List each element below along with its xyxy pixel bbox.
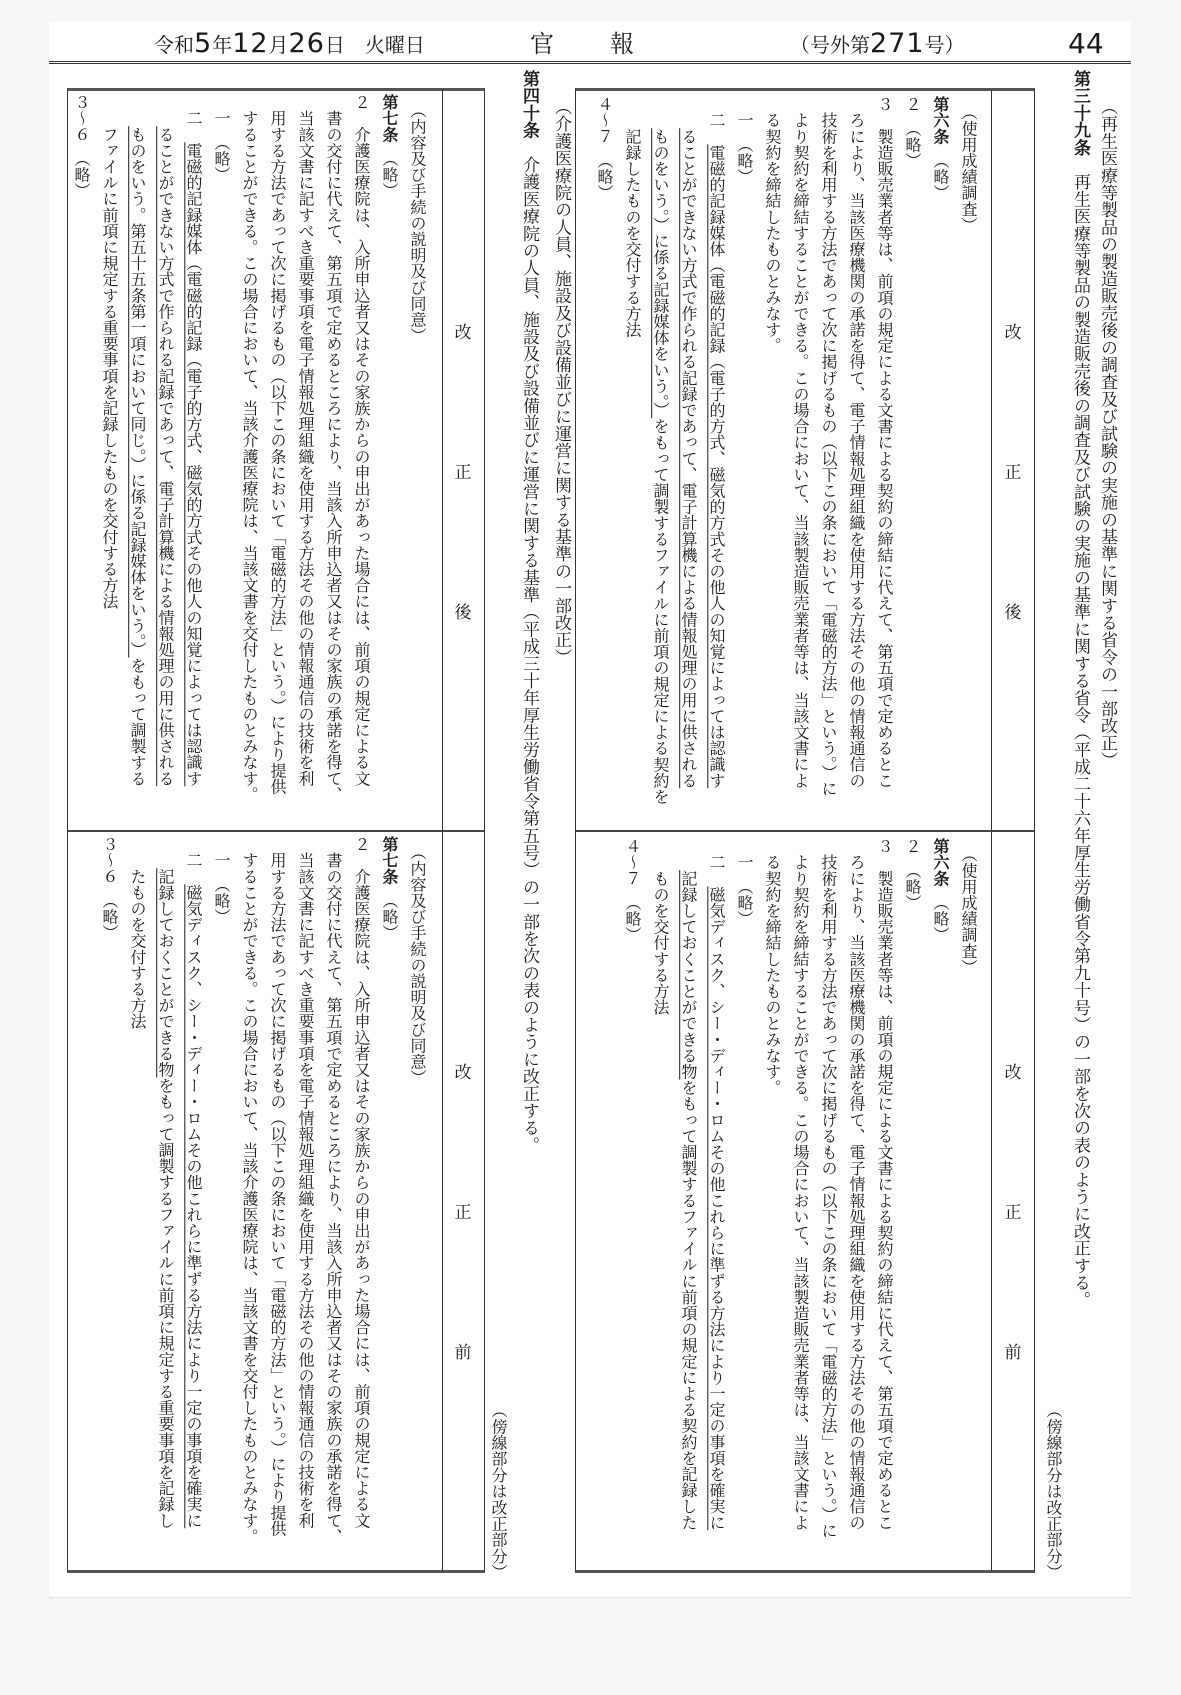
text-segment: 一 （略） xyxy=(735,838,754,927)
text-segment: することができる。この場合において、当該介護医療院は、当該文書を交付したものとみなす。 xyxy=(240,94,259,803)
column-label-char: 正 xyxy=(1004,463,1022,483)
text-segment: 一 （略） xyxy=(212,836,231,925)
text-segment: をもって調製するファイルに前項に規定する重要事項を記録し xyxy=(156,1077,175,1529)
text-segment xyxy=(156,836,175,868)
text-segment: 二 xyxy=(184,94,203,143)
text-line xyxy=(95,836,123,1570)
text-segment: ２ （略） xyxy=(903,96,922,169)
text-segment: ろにより、当該医療機関の承諾を得て、電子情報処理組織を使用する方法その他の情報通信の xyxy=(847,96,866,789)
text-segment: ファイルに前項に規定する重要事項を記録したものを交付する方法 xyxy=(100,94,119,610)
column-label-char: 後 xyxy=(1004,603,1022,623)
text-line xyxy=(898,96,926,828)
text-line xyxy=(702,838,730,1570)
article-number: 第七条 xyxy=(380,94,399,143)
text-segment: 二 xyxy=(707,838,726,887)
text-line xyxy=(235,94,263,828)
text-segment: することができる。この場合において、当該介護医療院は、当該文書を交付したものとみなす。 xyxy=(240,836,259,1545)
amended-underline-text: 磁気ディスク、シー・ディー・ロムその他これらに準ずる方法により一定の事項を確実に xyxy=(184,884,203,1529)
text-segment: 技術を利用する方法であって次に掲げるもの（以下この条において「電磁的方法」という。）に xyxy=(819,838,838,1539)
amended-text-before xyxy=(68,836,441,1570)
text-segment: ３～６ （略） xyxy=(72,94,91,199)
text-line xyxy=(319,94,347,828)
column-label-char: 前 xyxy=(1004,1343,1022,1363)
header-rule xyxy=(49,61,1131,64)
text-line xyxy=(235,836,263,1570)
text-line xyxy=(870,96,898,828)
article-number: 第六条 xyxy=(931,838,950,887)
text-line xyxy=(375,94,403,828)
text-line xyxy=(674,838,702,1570)
amended-underline-text: ることができない方式で作られる記録であって、電子計算機による情報処理の用に供される xyxy=(679,128,698,789)
section-39-article xyxy=(1067,70,1093,1308)
text-line xyxy=(898,838,926,1570)
date-month-unit: 月 xyxy=(268,33,289,57)
text-segment: ２ （略） xyxy=(903,838,922,911)
gazette-title-1: 官 xyxy=(530,30,554,58)
text-line xyxy=(842,96,870,828)
text-line xyxy=(151,94,179,828)
date-era: 令和 xyxy=(154,33,194,57)
text-segment: 記録したものを交付する方法 xyxy=(623,96,642,338)
date-day-unit: 日 xyxy=(324,33,345,57)
text-line xyxy=(291,836,319,1570)
text-line xyxy=(870,838,898,1570)
text-segment: より契約を締結することができる。この場合において、当該製造販売業者等は、当該文書によ xyxy=(791,838,810,1531)
amended-underline-text: 電磁的記録媒体（電磁的記録（電子的方式、磁気的方式その他人の知覚によっては認識す xyxy=(184,142,203,787)
article-label: 第三十九条 xyxy=(1070,70,1090,156)
text-segment: 用する方法であって次に掲げるもの（以下この条において「電磁的方法」という。）により提供 xyxy=(268,94,287,795)
text-segment: ４～７ （略） xyxy=(595,96,614,201)
section-40-caption: （介護医療院の人員、施設及び設備並びに運営に関する基準の一部改正） xyxy=(551,98,571,666)
text-segment xyxy=(128,94,147,126)
text-segment: 二 xyxy=(707,96,726,145)
section-39-caption: （再生医療等製品の製造販売後の調査及び試験の実施の基準に関する省令の一部改正） xyxy=(1097,98,1117,769)
text-line xyxy=(319,836,347,1570)
text-segment: 当該文書に記すべき重要事項を電子情報処理組織を使用する方法その他の情報通信の技術を利 xyxy=(296,836,315,1529)
column-label-char: 改 xyxy=(1004,323,1022,343)
page-number: 44 xyxy=(1068,27,1104,60)
text-line xyxy=(954,838,982,1570)
text-segment: 用する方法であって次に掲げるもの（以下この条において「電磁的方法」という。）により提供 xyxy=(268,836,287,1537)
column-label-char: 改 xyxy=(454,1063,472,1083)
weekday: 火曜日 xyxy=(364,33,425,57)
text-line xyxy=(926,96,954,828)
text-line xyxy=(207,836,235,1570)
text-line xyxy=(926,838,954,1570)
section-40-article xyxy=(516,70,542,1154)
text-segment xyxy=(679,96,698,128)
text-segment: 書の交付に代えて、第五項で定めるところにより、当該入所申込者又はその家族の承諾を得て、 xyxy=(324,94,343,803)
text-line xyxy=(674,96,702,828)
text-line xyxy=(702,96,730,828)
text-line xyxy=(842,838,870,1570)
column-label-char: 正 xyxy=(454,463,472,483)
text-line xyxy=(123,94,151,828)
text-segment: （内容及び手続の説明及び同意） xyxy=(408,836,427,1086)
text-line xyxy=(814,96,842,828)
text-segment: 書の交付に代えて、第五項で定めるところにより、当該入所申込者又はその家族の承諾を得て、 xyxy=(324,836,343,1545)
text-segment: ものを交付する方法 xyxy=(651,838,670,1016)
text-line xyxy=(618,96,646,828)
column-label-char: 後 xyxy=(454,603,472,623)
column-label-char: 改 xyxy=(1004,1063,1022,1083)
text-segment: ２ 介護医療院は、入所申込者又はその家族からの申出があった場合には、前項の規定による文 xyxy=(352,94,371,787)
text-segment: る契約を締結したものとみなす。 xyxy=(763,838,782,1096)
article-text: 再生医療等製品の製造販売後の調査及び試験の実施の基準に関する省令（平成二十六年厚生労働省令第九十号）の一部を次の表のように改正する。 xyxy=(1070,156,1090,1309)
issue-suffix: 号） xyxy=(924,33,965,57)
text-segment: ３～６ （略） xyxy=(100,836,119,941)
text-segment: 当該文書に記すべき重要事項を電子情報処理組織を使用する方法その他の情報通信の技術を利 xyxy=(296,94,315,787)
text-line xyxy=(151,836,179,1570)
gazette-title-2: 報 xyxy=(610,30,634,58)
text-segment: ３ 製造販売業者等は、前項の規定による文書による契約の締結に代えて、第五項で定めるとこ xyxy=(875,838,894,1531)
text-segment: より契約を締結することができる。この場合において、当該製造販売業者等は、当該文書によ xyxy=(791,96,810,789)
text-line xyxy=(730,838,758,1570)
issue-prefix: （号外第 xyxy=(790,33,870,57)
text-line xyxy=(814,838,842,1570)
column-label-char: 正 xyxy=(454,1203,472,1223)
amended-text-before xyxy=(576,838,990,1570)
text-segment xyxy=(651,96,670,128)
amended-underline-text: ものをいう。）に係る記録媒体をいう。） xyxy=(651,128,670,419)
column-label-char: 正 xyxy=(1004,1203,1022,1223)
amended-underline-text: ることができない方式で作られる記録であって、電子計算機による情報処理の用に供される xyxy=(156,126,175,787)
amended-underline-text: 磁気ディスク、シー・ディー・ロムその他これらに準ずる方法により一定の事項を確実に xyxy=(707,886,726,1531)
text-line xyxy=(646,838,674,1570)
text-line xyxy=(179,836,207,1570)
amended-text-after xyxy=(68,94,441,828)
date-year: 5 xyxy=(194,28,213,59)
text-line xyxy=(68,94,95,828)
text-line xyxy=(291,94,319,828)
text-segment: （略） xyxy=(931,144,950,201)
text-line xyxy=(758,838,786,1570)
text-line xyxy=(646,96,674,828)
text-segment: （略） xyxy=(380,142,399,199)
article-number: 第六条 xyxy=(931,96,950,145)
issue-number-value: 271 xyxy=(870,28,925,59)
text-segment: る契約を締結したものとみなす。 xyxy=(763,96,782,354)
text-line xyxy=(347,94,375,828)
text-line xyxy=(954,96,982,828)
article-text: 介護医療院の人員、施設及び設備並びに運営に関する基準（平成三十年厚生労働省令第五号）の一部を次の表のように改正する。 xyxy=(519,138,539,1154)
text-segment xyxy=(679,838,698,870)
text-segment: ４～７ （略） xyxy=(623,838,642,943)
text-segment: （使用成績調査） xyxy=(959,838,978,975)
text-line xyxy=(403,94,431,828)
text-line xyxy=(263,94,291,828)
date-year-unit: 年 xyxy=(212,33,233,57)
text-line xyxy=(179,94,207,828)
text-segment: （略） xyxy=(380,884,399,941)
amended-underline-text: ものをいう。第五十五条第一項において同じ。）に係る記録媒体をいう。） xyxy=(128,126,147,658)
amended-underline-text: 電磁的記録媒体（電磁的記録（電子的方式、磁気的方式その他人の知覚によっては認識す xyxy=(707,144,726,789)
text-line xyxy=(123,836,151,1570)
text-line xyxy=(590,96,618,828)
text-line xyxy=(786,838,814,1570)
text-segment: 一 （略） xyxy=(212,94,231,183)
text-line xyxy=(263,836,291,1570)
text-line xyxy=(786,96,814,828)
text-line xyxy=(403,836,431,1570)
text-segment: 二 xyxy=(184,836,203,885)
amended-underline-text: 記録しておくことができる物 xyxy=(679,870,698,1080)
text-segment: 技術を利用する方法であって次に掲げるもの（以下この条において「電磁的方法」という。）に xyxy=(819,96,838,797)
text-line xyxy=(758,96,786,828)
text-segment: ２ 介護医療院は、入所申込者又はその家族からの申出があった場合には、前項の規定による文 xyxy=(352,836,371,1529)
text-segment: をもって調製するファイルに前項の規定による契約を記録した xyxy=(679,1079,698,1531)
text-segment: ろにより、当該医療機関の承諾を得て、電子情報処理組織を使用する方法その他の情報通信の xyxy=(847,838,866,1531)
issue-date xyxy=(154,28,425,61)
text-segment: をもって調製する xyxy=(128,657,147,787)
text-segment: をもって調製するファイルに前項の規定による契約を xyxy=(651,418,670,805)
text-segment: （内容及び手続の説明及び同意） xyxy=(408,94,427,344)
text-segment: ３ 製造販売業者等は、前項の規定による文書による契約の締結に代えて、第五項で定めるとこ xyxy=(875,96,894,789)
column-label-char: 前 xyxy=(454,1343,472,1363)
text-segment: （使用成績調査） xyxy=(959,96,978,233)
column-label-char: 改 xyxy=(454,323,472,343)
text-segment: 一 （略） xyxy=(735,96,754,185)
text-segment: たものを交付する方法 xyxy=(128,836,147,1030)
text-segment xyxy=(156,94,175,126)
amended-text-after xyxy=(576,96,990,828)
issue-number xyxy=(790,28,965,61)
text-line xyxy=(207,94,235,828)
text-line xyxy=(618,838,646,1570)
section-39-note: （傍線部分は改正部分） xyxy=(1044,1402,1063,1581)
amended-underline-text: 記録しておくことができる物 xyxy=(156,868,175,1078)
text-line xyxy=(95,94,123,828)
text-line xyxy=(347,836,375,1570)
article-label: 第四十条 xyxy=(519,70,539,139)
date-month: 12 xyxy=(232,28,269,59)
text-segment: （略） xyxy=(931,886,950,943)
section-40-note: （傍線部分は改正部分） xyxy=(489,1402,508,1581)
text-line xyxy=(730,96,758,828)
article-number: 第七条 xyxy=(380,836,399,885)
date-day: 26 xyxy=(288,28,325,59)
table-divider xyxy=(576,830,1034,832)
text-line xyxy=(375,836,403,1570)
table-divider xyxy=(68,830,484,832)
